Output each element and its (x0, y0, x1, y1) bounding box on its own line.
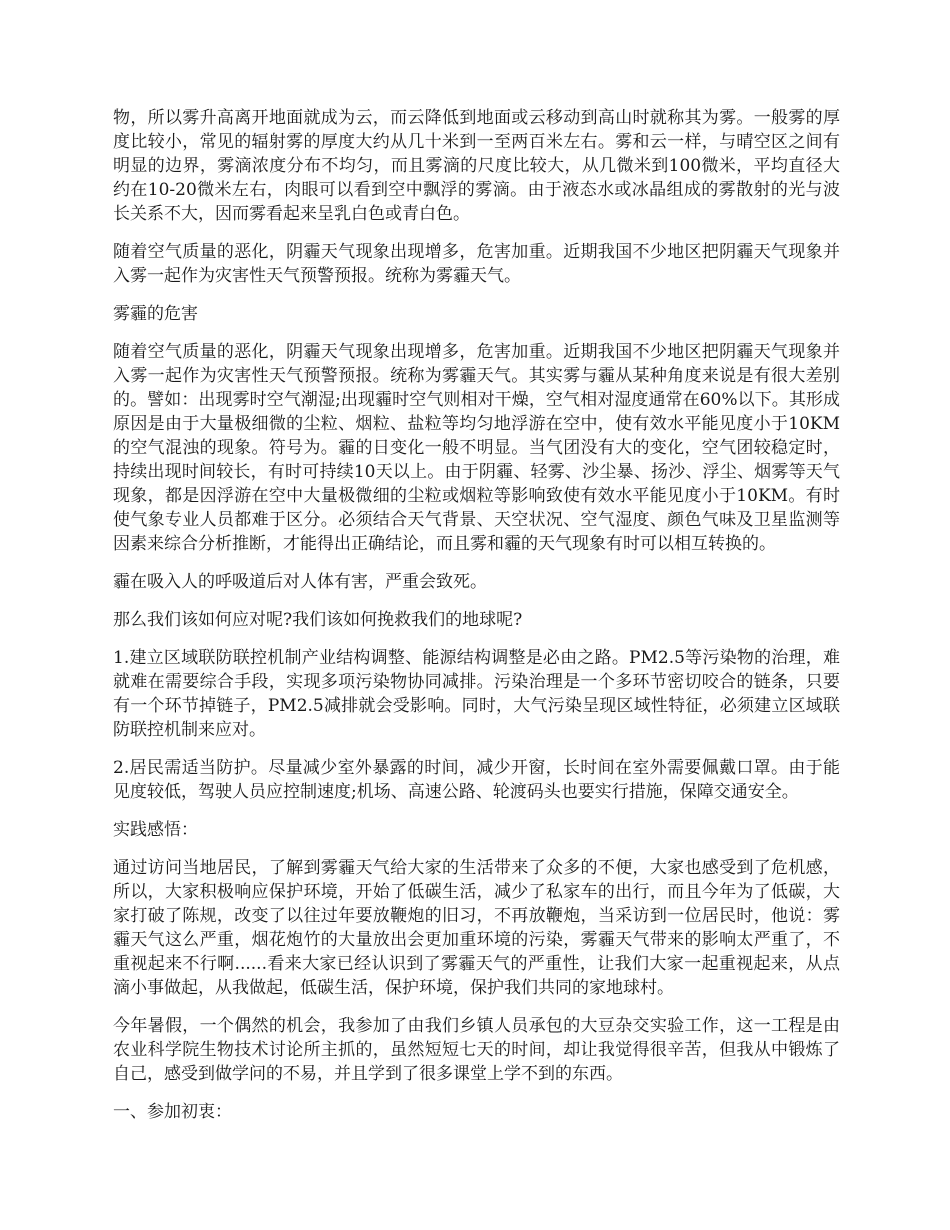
paragraph-measure-2: 2.居民需适当防护。尽量减少室外暴露的时间，减少开窗，长时间在室外需要佩戴口罩。由于能见度较低，驾驶人员应控制速度;机场、高速公路、轮渡码头也要实行措施，保障交通安全。 (113, 758, 840, 802)
paragraph-measure-1: 1.建立区域联防联控机制产业结构调整、能源结构调整是必由之路。PM2.5等污染物的治理，难就难在需要综合手段，实现多项污染物协同减排。污染治理是一个多环节密切咬合的链条，只要有一个环节掉链子，PM2.5减排就会受影响。同时，大气污染呈现区域性特征，必须建立区域联防联控机制来应对。 (113, 648, 840, 740)
document-page (113, 106, 840, 1138)
paragraph-haze-health: 霾在吸入人的呼吸道后对人体有害，严重会致死。 (113, 572, 487, 592)
paragraph-haze-increase: 随着空气质量的恶化，阴霾天气现象出现增多，危害加重。近期我国不少地区把阴霾天气现象并入雾一起作为灾害性天气预警预报。统称为雾霾天气。 (113, 242, 840, 286)
section-heading-reflection: 实践感悟： (113, 820, 198, 840)
paragraph-summer-experience: 今年暑假，一个偶然的机会，我参加了由我们乡镇人员承包的大豆杂交实验工作，这一工程是由农业科学院生物技术讨论所主抓的，虽然短短七天的时间，却让我觉得很辛苦，但我从中锻炼了自己，感受到做学问的不易，并且学到了很多课堂上学不到的东西。 (113, 1016, 840, 1084)
section-heading-motivation: 一、参加初衷： (113, 1102, 232, 1122)
paragraph-haze-harm-detail: 随着空气质量的恶化，阴霾天气现象出现增多，危害加重。近期我国不少地区把阴霾天气现象并入雾一起作为灾害性天气预警预报。统称为雾霾天气。其实雾与霾从某种角度来说是有很大差别的。譬如：出现雾时空气潮湿;出现霾时空气则相对干燥，空气相对湿度通常在60%以下。其形成原因是由于大量极细微的尘粒、烟粒、盐粒等均匀地浮游在空中，使有效水平能见度小于10KM的空气混浊的现象。符号为。霾的日变化一般不明显。当气团没有大的变化，空气团较稳定时，持续出现时间较长，有时可持续10天以上。由于阴霾、轻雾、沙尘暴、扬沙、浮尘、烟雾等天气现象，都是因浮游在空中大量极微细的尘粒或烟粒等影响致使有效水平能见度小于10KM。有时使气象专业人员都难于区分。必须结合天气背景、天空状况、空气湿度、颜色气味及卫星监测等因素来综合分析推断，才能得出正确结论，而且雾和霾的天气现象有时可以相互转换的。 (113, 342, 840, 554)
paragraph-fog-description: 物，所以雾升高离开地面就成为云，而云降低到地面或云移动到高山时就称其为雾。一般雾的厚度比较小，常见的辐射雾的厚度大约从几十米到一至两百米左右。雾和云一样，与晴空区之间有明显的边界，雾滴浓度分布不均匀，而且雾滴的尺度比较大，从几微米到100微米，平均直径大约在10-20微米左右，肉眼可以看到空中飘浮的雾滴。由于液态水或冰晶组成的雾散射的光与波长关系不大，因而雾看起来呈乳白色或青白色。 (113, 108, 840, 224)
paragraph-reflection: 通过访问当地居民，了解到雾霾天气给大家的生活带来了众多的不便，大家也感受到了危机感，所以，大家积极响应保护环境，开始了低碳生活，减少了私家车的出行，而且今年为了低碳，大家打破了陈规，改变了以往过年要放鞭炮的旧习，不再放鞭炮，当采访到一位居民时，他说：雾霾天气这么严重，烟花炮竹的大量放出会更加重环境的污染，雾霾天气带来的影响太严重了，不重视起来不行啊......看来大家已经认识到了雾霾天气的严重性，让我们大家一起重视起来，从点滴小事做起，从我做起，低碳生活，保护环境，保护我们共同的家地球村。 (113, 858, 840, 998)
paragraph-question: 那么我们该如何应对呢?我们该如何挽救我们的地球呢? (113, 610, 523, 630)
section-heading-haze-harm: 雾霾的危害 (113, 304, 198, 324)
